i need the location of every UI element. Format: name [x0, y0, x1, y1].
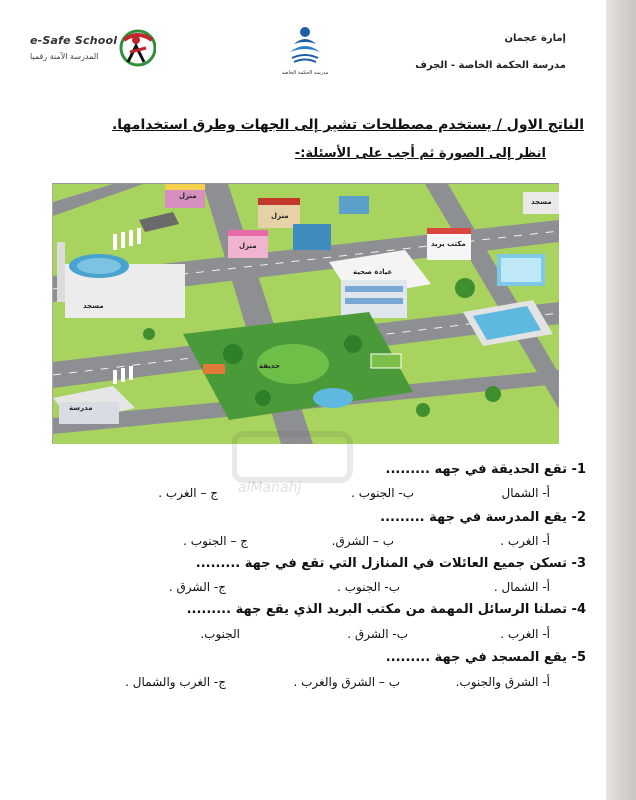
q4-option-b: ب- الشرق . — [347, 627, 408, 641]
alhikma-school-logo — [281, 24, 329, 76]
q5-option-a: أ- الشرق والجنوب. — [455, 675, 550, 689]
question-4: 4- تصلنا الرسائل المهمة من مكتب البريد الذي يقع جهة ......... — [186, 602, 586, 617]
q1-option-c: ج – الغرب . — [158, 486, 218, 500]
learning-outcome-title — [112, 117, 584, 133]
question-1: 1- تقع الحديقة في جهه ......... — [385, 462, 586, 477]
label-house-1: منزل — [179, 192, 197, 200]
label-mosque: مسجد — [83, 302, 104, 310]
q5-option-b: ب – الشرق والغرب . — [293, 675, 400, 689]
label-house-2: منزل — [271, 212, 289, 220]
question-3: 3- تسكن جميع العائلات في المنازل التي تقع في جهة ......... — [195, 556, 586, 571]
q3-option-c: ج- الشرق . — [168, 580, 226, 594]
city-map-svg — [53, 184, 559, 444]
esafe-logo-title: e-Safe School — [30, 34, 118, 47]
watermark-text: alManahj — [238, 480, 302, 496]
label-school: مدرسة — [69, 404, 93, 412]
instruction-label: انظر إلى الصورة ثم أجب على الأسئلة:- — [294, 146, 546, 161]
q5-option-c: ج- الغرب والشمال . — [125, 675, 226, 689]
center-logo-caption: مدرسة الحكمة الخاصة — [281, 70, 329, 76]
label-mosque-top: مسجد — [531, 198, 552, 206]
school-label: مدرسة الحكمة الخاصة - الجرف — [415, 60, 566, 71]
q2-option-b: ب – الشرق. — [331, 534, 394, 548]
esafe-school-logo — [30, 26, 156, 70]
learning-outcome-text: الناتج الاول / يستخدم مصطلحات تشير إلى الجهات وطرق استخدامها. — [111, 117, 584, 133]
city-map-illustration — [52, 183, 559, 444]
label-clinic: عيادة صحية — [353, 268, 393, 276]
esafe-logo-subtitle: المدرسة الآمنة رقميا — [30, 52, 99, 61]
label-house-3: منزل — [239, 242, 257, 250]
q3-option-b: ب- الجنوب . — [337, 580, 400, 594]
school-crest-icon — [282, 24, 328, 68]
question-5: 5- يقع المسجد في جهة ......... — [385, 650, 586, 665]
esafe-figure-icon — [116, 26, 156, 70]
q1-option-a: أ- الشمال — [501, 486, 550, 500]
emirate-label: إمارة عجمان — [504, 33, 566, 44]
page-edge-shadow — [606, 0, 636, 800]
label-park: حديقة — [259, 362, 280, 370]
q4-option-a: أ- الغرب . — [500, 627, 550, 641]
q4-option-c: الجنوب. — [200, 627, 240, 641]
label-post-office: مكتب بريد — [431, 240, 466, 248]
q1-option-b: ب- الجنوب . — [351, 486, 414, 500]
instruction-text — [295, 146, 546, 161]
q3-option-a: أ- الشمال . — [493, 580, 550, 594]
question-2: 2- يقع المدرسة في جهة ......... — [380, 510, 586, 525]
q2-option-c: ج – الجنوب . — [183, 534, 248, 548]
q2-option-a: أ- الغرب . — [500, 534, 550, 548]
